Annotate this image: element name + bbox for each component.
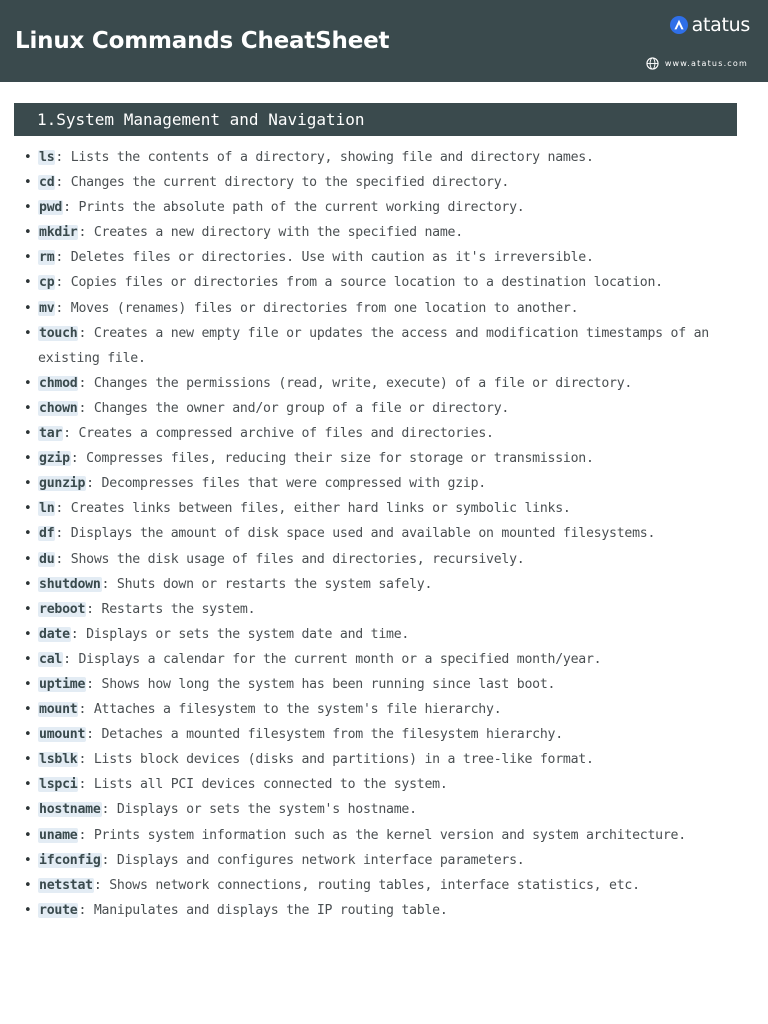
list-item [0,622,768,647]
command-description: : Compresses files, reducing their size for storage or transmission. [70,451,594,467]
command-name: touch [39,325,78,341]
command-name: lspci [39,777,78,793]
bullet-icon: • [24,250,32,266]
command-name: date [39,626,70,642]
bullet-icon: • [24,300,32,316]
command-name: tar [39,426,63,442]
command-description: : Shows the disk usage of files and directories, recursively. [55,551,525,567]
atatus-logo-icon [670,16,688,34]
command-description: : Creates a compressed archive of files and directories. [63,426,494,442]
command-description: : Attaches a filesystem to the system's file hierarchy. [78,702,502,718]
command-name: umount [39,727,86,743]
command-description: : Manipulates and displays the IP routing table. [78,902,448,918]
bullet-icon: • [24,200,32,216]
command-name: ln [39,501,55,517]
bullet-icon: • [24,451,32,467]
bullet-icon: • [24,375,32,391]
bullet-icon: • [24,827,32,843]
list-item [0,647,768,672]
list-item [0,797,768,822]
command-description: : Restarts the system. [86,601,256,617]
command-name: gunzip [39,476,86,492]
bullet-icon: • [24,325,32,341]
list-item [0,572,768,597]
command-name: shutdown [39,576,101,592]
list-item [0,547,768,572]
bullet-icon: • [24,576,32,592]
brand-name: atatus [691,14,750,36]
list-item [0,898,768,923]
brand-logo[interactable] [670,14,750,36]
bullet-icon: • [24,727,32,743]
command-description: : Lists all PCI devices connected to the system. [78,777,448,793]
command-description: : Changes the current directory to the specified directory. [55,175,510,191]
command-description: : Detaches a mounted filesystem from the filesystem hierarchy. [86,727,563,743]
bullet-icon: • [24,400,32,416]
command-name: chmod [39,375,78,391]
command-name: uname [39,827,78,843]
command-description: : Prints system information such as the kernel version and system architecture. [78,827,686,843]
command-description: : Displays and configures network interface parameters. [101,852,525,868]
command-description: : Displays the amount of disk space used and available on mounted filesystems. [55,526,656,542]
header [0,0,768,82]
command-description: : Copies files or directories from a source location to a destination location. [55,275,663,291]
command-name: ls [39,150,55,165]
command-list [0,145,768,923]
command-name: mv [39,300,55,316]
command-name: route [39,902,78,918]
bullet-icon: • [24,802,32,818]
list-item [0,496,768,521]
list-item [0,772,768,797]
website-link[interactable] [646,57,748,70]
list-item [0,873,768,898]
command-name: reboot [39,601,86,617]
command-name: du [39,551,55,567]
list-item [0,597,768,622]
bullet-icon: • [24,777,32,793]
command-description: : Creates a new directory with the specified name. [78,225,463,241]
list-item [0,296,768,321]
command-name: rm [39,250,55,266]
bullet-icon: • [24,676,32,692]
command-name: mount [39,702,78,718]
command-description: : Displays a calendar for the current month or a specified month/year. [63,651,602,667]
list-item [0,321,768,371]
command-name: cd [39,175,55,191]
bullet-icon: • [24,551,32,567]
command-description: : Shuts down or restarts the system safely. [101,576,433,592]
list-item [0,521,768,546]
bullet-icon: • [24,601,32,617]
command-description: : Moves (renames) files or directories from one location to another. [55,300,579,316]
bullet-icon: • [24,702,32,718]
list-item [0,145,768,170]
bullet-icon: • [24,175,32,191]
command-description: : Prints the absolute path of the current working directory. [63,200,525,216]
bullet-icon: • [24,852,32,868]
section-header [14,103,737,136]
list-item [0,823,768,848]
list-item [0,270,768,295]
bullet-icon: • [24,752,32,768]
command-name: pwd [39,200,63,216]
command-name: hostname [39,802,101,818]
command-description: : Displays or sets the system date and time. [70,626,410,642]
command-description: : Displays or sets the system's hostname. [101,802,417,818]
command-description: : Lists block devices (disks and partitions) in a tree-like format. [78,752,594,768]
bullet-icon: • [24,877,32,893]
command-name: ifconfig [39,852,101,868]
list-item [0,722,768,747]
command-name: netstat [39,877,93,893]
bullet-icon: • [24,651,32,667]
bullet-icon: • [24,476,32,492]
command-description: : Decompresses files that were compressed with gzip. [86,476,486,492]
command-name: uptime [39,676,86,692]
list-item [0,446,768,471]
page-title: Linux Commands CheatSheet [15,28,390,54]
command-description: : Shows how long the system has been running since last boot. [86,676,556,692]
list-item [0,371,768,396]
list-item [0,672,768,697]
list-item [0,245,768,270]
globe-icon [646,57,659,70]
bullet-icon: • [24,275,32,291]
list-item [0,195,768,220]
command-description: : Shows network connections, routing tables, interface statistics, etc. [93,877,640,893]
list-item [0,848,768,873]
list-item [0,747,768,772]
command-name: lsblk [39,752,78,768]
command-name: df [39,526,55,542]
website-url: www.atatus.com [664,58,748,68]
list-item [0,697,768,722]
section-title: 1.System Management and Navigation [37,110,365,129]
command-name: cal [39,651,63,667]
command-description: : Creates links between files, either hard links or symbolic links. [55,501,571,517]
list-item [0,421,768,446]
command-name: mkdir [39,225,78,241]
command-description: : Lists the contents of a directory, showing file and directory names. [55,150,594,165]
bullet-icon: • [24,225,32,241]
command-description: : Changes the owner and/or group of a file or directory. [78,400,510,416]
command-description: : Deletes files or directories. Use with caution as it's irreversible. [55,250,594,266]
bullet-icon: • [24,902,32,918]
bullet-icon: • [24,526,32,542]
command-name: cp [39,275,55,291]
list-item [0,396,768,421]
command-description: : Creates a new empty file or updates the access and modification timestamps of an existing file. [38,325,709,366]
bullet-icon: • [24,426,32,442]
command-name: gzip [39,451,70,467]
list-item [0,220,768,245]
bullet-icon: • [24,150,32,165]
bullet-icon: • [24,626,32,642]
list-item [0,170,768,195]
command-description: : Changes the permissions (read, write, execute) of a file or directory. [78,375,633,391]
list-item [0,471,768,496]
bullet-icon: • [24,501,32,517]
command-name: chown [39,400,78,416]
